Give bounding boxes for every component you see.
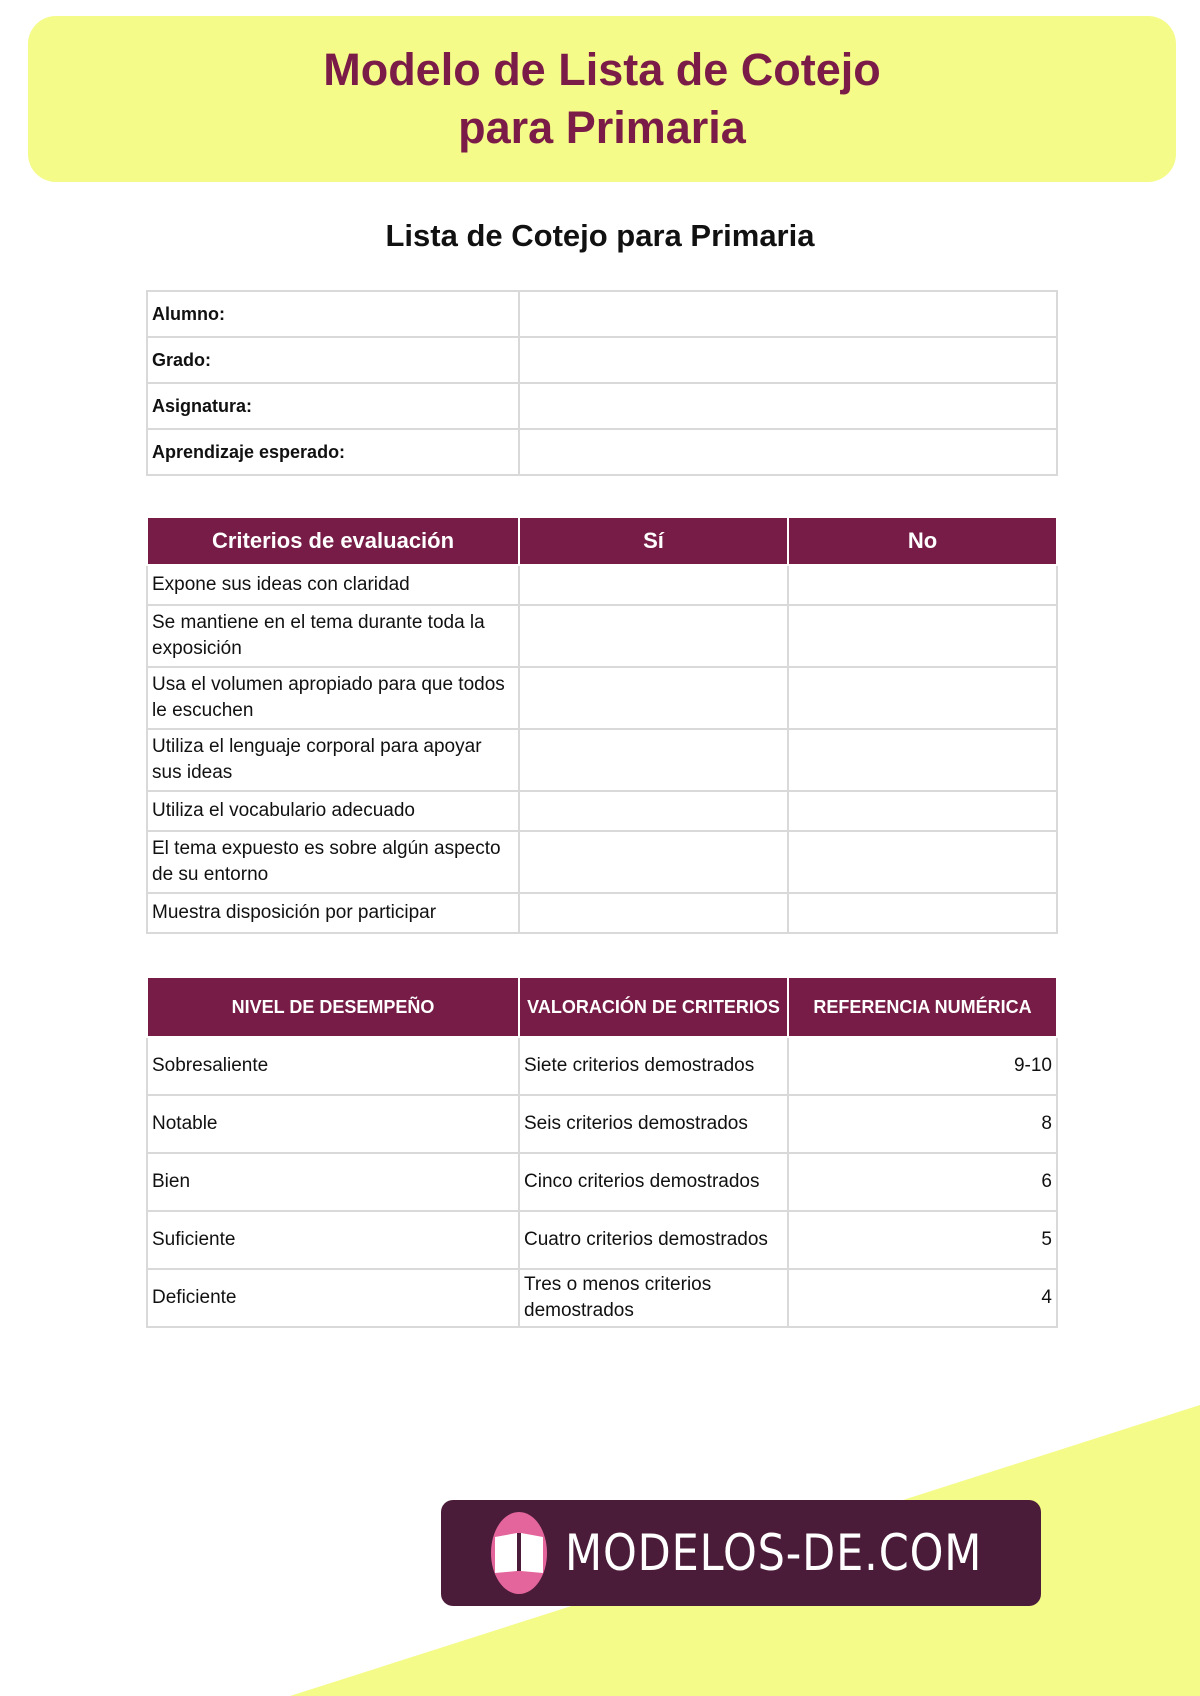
performance-row [147, 1211, 1057, 1269]
no-header: No [788, 517, 1057, 565]
info-row [147, 291, 1057, 337]
valuation-cell: Seis criterios demostrados [519, 1095, 788, 1153]
info-row [147, 337, 1057, 383]
criteria-row [147, 565, 1057, 605]
valuation-header: VALORACIÓN DE CRITERIOS [519, 977, 788, 1037]
reference-header: REFERENCIA NUMÉRICA [788, 977, 1057, 1037]
level-header: NIVEL DE DESEMPEÑO [147, 977, 519, 1037]
level-cell: Suficiente [147, 1211, 519, 1269]
document-title: Lista de Cotejo para Primaria [385, 218, 815, 253]
reference-cell: 8 [788, 1095, 1057, 1153]
performance-table [146, 976, 1058, 1328]
no-cell[interactable] [788, 831, 1057, 893]
no-cell[interactable] [788, 667, 1057, 729]
yes-cell[interactable] [519, 565, 788, 605]
level-cell: Sobresaliente [147, 1037, 519, 1095]
reference-cell: 9-10 [788, 1037, 1057, 1095]
yes-cell[interactable] [519, 667, 788, 729]
info-row [147, 383, 1057, 429]
criteria-header: Criterios de evaluación [147, 517, 519, 565]
no-cell[interactable] [788, 791, 1057, 831]
info-label: Aprendizaje esperado: [147, 429, 519, 475]
performance-row [147, 1269, 1057, 1327]
info-label: Asignatura: [147, 383, 519, 429]
performance-row [147, 1153, 1057, 1211]
info-value-field[interactable] [519, 429, 1057, 475]
logo-badge [491, 1512, 547, 1594]
no-cell[interactable] [788, 565, 1057, 605]
book-icon [491, 1531, 547, 1575]
performance-row [147, 1095, 1057, 1153]
criterion-label: Expone sus ideas con claridad [147, 565, 519, 605]
criteria-table [146, 516, 1058, 934]
valuation-cell: Cinco criterios demostrados [519, 1153, 788, 1211]
criteria-row [147, 667, 1057, 729]
criteria-row [147, 831, 1057, 893]
yes-cell[interactable] [519, 831, 788, 893]
level-cell: Deficiente [147, 1269, 519, 1327]
performance-header-row [147, 977, 1057, 1037]
yes-cell[interactable] [519, 605, 788, 667]
info-value-field[interactable] [519, 383, 1057, 429]
criterion-label: Usa el volumen apropiado para que todos le escuchen [147, 667, 519, 729]
criteria-row [147, 791, 1057, 831]
valuation-cell: Tres o menos criterios demostrados [519, 1269, 788, 1327]
valuation-cell: Siete criterios demostrados [519, 1037, 788, 1095]
yes-cell[interactable] [519, 893, 788, 933]
info-value-field[interactable] [519, 337, 1057, 383]
criterion-label: Se mantiene en el tema durante toda la exposición [147, 605, 519, 667]
reference-cell: 5 [788, 1211, 1057, 1269]
performance-row [147, 1037, 1057, 1095]
header-title-line1: Modelo de Lista de Cotejo [323, 44, 881, 95]
yes-cell[interactable] [519, 729, 788, 791]
info-value-field[interactable] [519, 291, 1057, 337]
criteria-header-row [147, 517, 1057, 565]
criterion-label: El tema expuesto es sobre algún aspecto de su entorno [147, 831, 519, 893]
criteria-row [147, 729, 1057, 791]
level-cell: Bien [147, 1153, 519, 1211]
yes-cell[interactable] [519, 791, 788, 831]
logo-text: MODELOS-DE.COM [565, 1524, 983, 1582]
criteria-row [147, 605, 1057, 667]
criterion-label: Utiliza el vocabulario adecuado [147, 791, 519, 831]
student-info-table [146, 290, 1058, 476]
header-title-line2: para Primaria [458, 102, 746, 153]
no-cell[interactable] [788, 893, 1057, 933]
criterion-label: Muestra disposición por participar [147, 893, 519, 933]
info-row [147, 429, 1057, 475]
no-cell[interactable] [788, 729, 1057, 791]
reference-cell: 6 [788, 1153, 1057, 1211]
criteria-row [147, 893, 1057, 933]
valuation-cell: Cuatro criterios demostrados [519, 1211, 788, 1269]
level-cell: Notable [147, 1095, 519, 1153]
criterion-label: Utiliza el lenguaje corporal para apoyar sus ideas [147, 729, 519, 791]
header-banner [28, 16, 1176, 182]
info-label: Alumno: [147, 291, 519, 337]
yes-header: Sí [519, 517, 788, 565]
reference-cell: 4 [788, 1269, 1057, 1327]
no-cell[interactable] [788, 605, 1057, 667]
site-logo[interactable] [441, 1500, 1041, 1606]
info-label: Grado: [147, 337, 519, 383]
